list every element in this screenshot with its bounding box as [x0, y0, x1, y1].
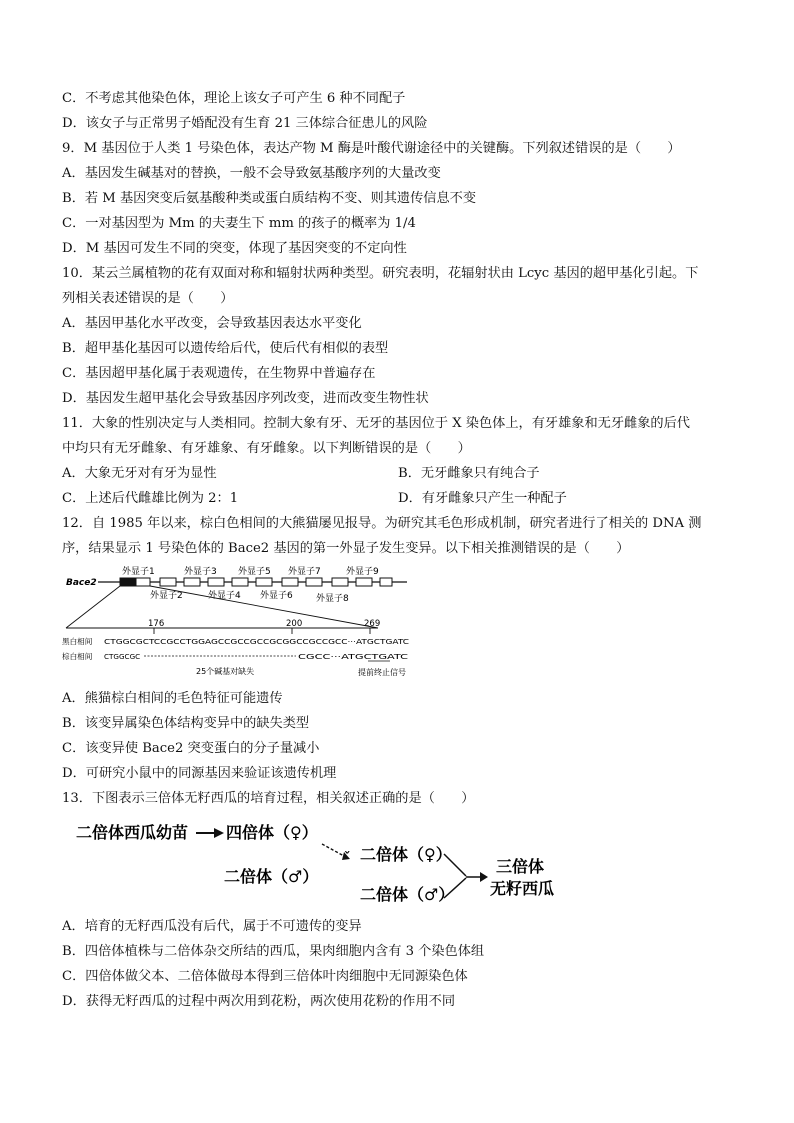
option-11d: D．有牙雌象只产生一种配子	[398, 491, 567, 506]
question-10-line2: 列相关表述错误的是（ ）	[62, 291, 234, 306]
diploid-female-label: 二倍体（♀）	[360, 845, 452, 864]
exon-label-5: 外显子5	[238, 567, 271, 577]
option-8c: C．不考虑其他染色体，理论上该女子可产生 6 种不同配子	[62, 91, 406, 106]
arrow-to-result	[480, 872, 488, 882]
option-13b: B．四倍体植株与二倍体杂交所结的西瓜，果肉细胞内含有 3 个染色体组	[62, 944, 485, 959]
position-176: 176	[148, 619, 165, 629]
exon-label-4: 外显子4	[208, 591, 241, 601]
row2-sequence-start: CTGGCGC	[104, 652, 141, 661]
exon-label-1: 外显子1	[122, 567, 155, 577]
exon-label-9: 外显子9	[346, 567, 379, 577]
row2-label: 棕白相间	[62, 652, 93, 661]
seedling-label: 二倍体西瓜幼苗	[76, 823, 189, 842]
question-13: 13．下图表示三倍体无籽西瓜的培育过程，相关叙述正确的是（ ）	[62, 791, 475, 806]
option-12b: B．该变异属染色体结构变异中的缺失类型	[62, 716, 310, 731]
option-13a: A．培育的无籽西瓜没有后代，属于不可遗传的变异	[62, 919, 362, 934]
exon-label-6: 外显子6	[260, 591, 293, 601]
exon-label-7: 外显子7	[288, 567, 321, 577]
option-11a: A．大象无牙对有牙为显性	[62, 466, 217, 481]
diploid-male-label-2: 二倍体（♂）	[360, 885, 455, 904]
exon-label-2: 外显子2	[150, 591, 183, 601]
svg-text:ˇ: ˇ	[344, 851, 351, 866]
position-269: 269	[364, 619, 381, 629]
watermelon-breeding-figure	[74, 812, 564, 908]
option-10c: C．基因超甲基化属于表观遗传，在生物界中普遍存在	[62, 366, 376, 381]
option-10b: B．超甲基化基因可以遗传给后代，使后代有相似的表型	[62, 341, 389, 356]
option-10a: A．基因甲基化水平改变，会导致基因表达水平变化	[62, 316, 362, 331]
row1-sequence: CTGGCGCTCCGCCTGGAGCCGCCGCCGCGGCCGCCGCC···ATGCTGATC	[104, 637, 409, 646]
option-9c: C．一对基因型为 Mm 的夫妻生下 mm 的孩子的概率为 1/4	[62, 216, 416, 231]
position-200: 200	[286, 619, 303, 629]
gene-label: Bace2	[66, 578, 97, 588]
deletion-note: 25个碱基对缺失	[196, 667, 255, 676]
option-9b: B．若 M 基因突变后氨基酸种类或蛋白质结构不变、则其遗传信息不变	[62, 191, 477, 206]
stop-note: 提前终止信号	[358, 668, 406, 677]
row2-sequence-end: CGCC···ATGCTGATC	[298, 652, 408, 661]
option-13c: C．四倍体做父本、二倍体做母本得到三倍体叶肉细胞中无同源染色体	[62, 969, 468, 984]
result-line1: 三倍体	[496, 857, 545, 876]
option-12d: D．可研究小鼠中的同源基因来验证该遗传机理	[62, 766, 337, 781]
question-9: 9．M 基因位于人类 1 号染色体，表达产物 M 酶是叶酸代谢途径中的关键酶。下列叙述错误的是（ ）	[62, 141, 681, 156]
result-line2: 无籽西瓜	[490, 879, 555, 898]
option-8d: D．该女子与正常男子婚配没有生育 21 三体综合征患儿的风险	[62, 116, 428, 131]
bace2-sequence-figure	[62, 562, 412, 684]
diploid-male-label: 二倍体（♂）	[224, 867, 319, 886]
question-10-line1: 10．某云兰属植物的花有双面对称和辐射状两种类型。研究表明，花辐射状由 Lcyc 基因的超甲基化引起。下	[62, 266, 699, 281]
question-11-line1: 11．大象的性别决定与人类相同。控制大象有牙、无牙的基因位于 X 染色体上，有牙雄象和无牙雌象的后代	[62, 416, 690, 431]
question-12-line2: 序，结果显示 1 号染色体的 Bace2 基因的第一外显子发生变异。以下相关推测错误的是（ ）	[62, 541, 630, 556]
question-12-line1: 12．自 1985 年以来，棕白色相间的大熊猫屡见报导。为研究其毛色形成机制，研究者进行了相关的 DNA 测	[62, 516, 702, 531]
row1-label: 黑白相间	[62, 637, 93, 646]
question-11-line2: 中均只有无牙雌象、有牙雄象、有牙雌象。以下判断错误的是（ ）	[62, 441, 471, 456]
option-11b: B．无牙雌象只有纯合子	[398, 466, 540, 481]
option-9a: A．基因发生碱基对的替换，一般不会导致氨基酸序列的大量改变	[62, 166, 441, 181]
exon-label-3: 外显子3	[184, 567, 217, 577]
option-12a: A．熊猫棕白相间的毛色特征可能遗传	[62, 691, 283, 706]
option-13d: D．获得无籽西瓜的过程中两次用到花粉，两次使用花粉的作用不同	[62, 994, 456, 1009]
arrow-seedling-to-tetraploid	[214, 828, 224, 838]
tetraploid-label: 四倍体（♀）	[226, 823, 318, 842]
option-12c: C．该变异使 Bace2 突变蛋白的分子量减小	[62, 741, 320, 756]
option-9d: D．M 基因可发生不同的突变，体现了基因突变的不定向性	[62, 241, 407, 256]
exon-label-8: 外显子8	[316, 594, 349, 604]
option-10d: D．基因发生超甲基化会导致基因序列改变，进而改变生物性状	[62, 391, 429, 406]
option-11c: C．上述后代雌雄比例为 2：1	[62, 491, 239, 506]
